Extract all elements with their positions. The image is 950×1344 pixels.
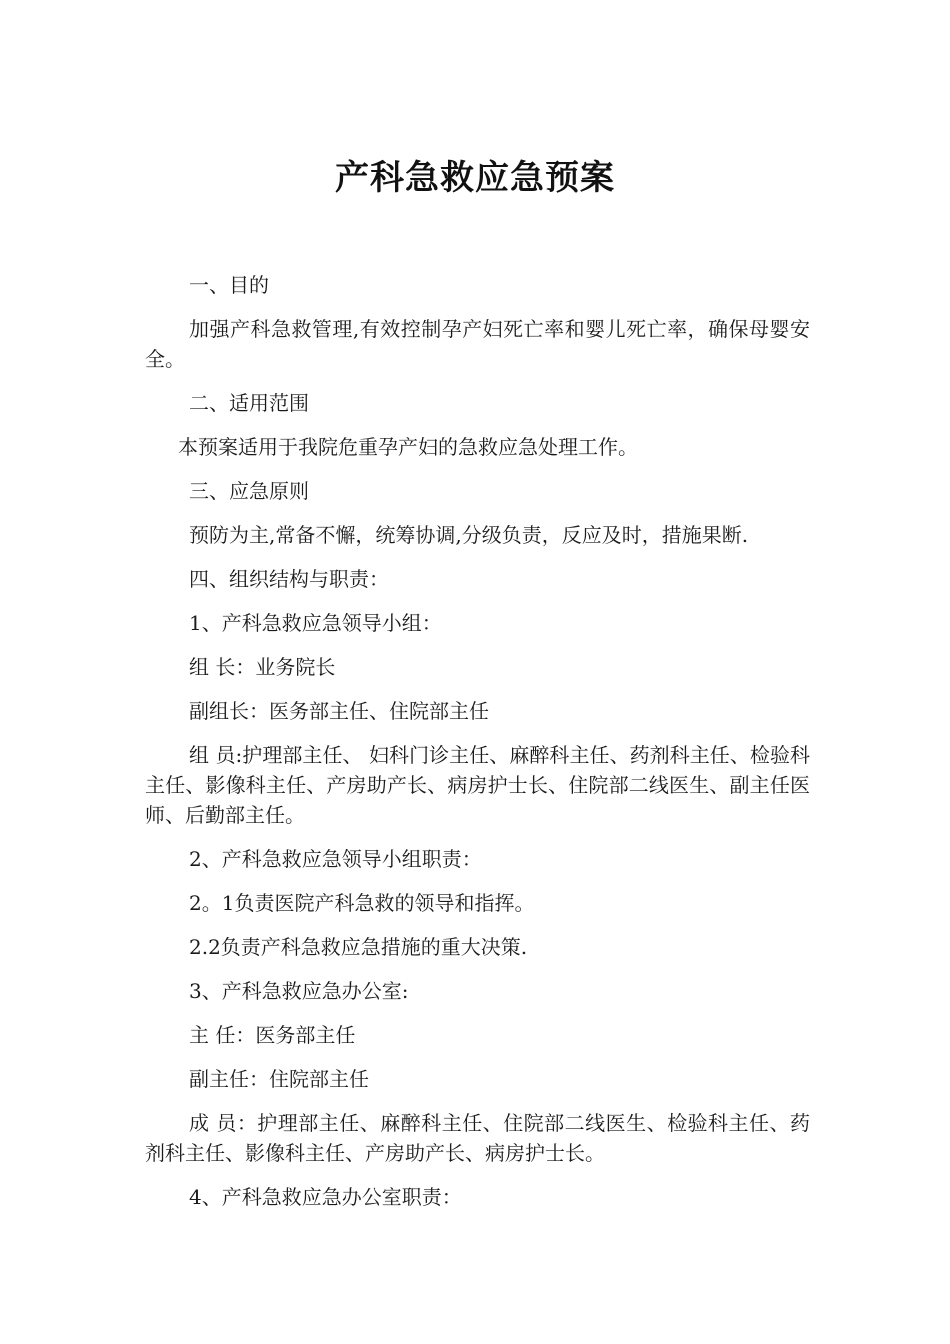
line-duty-2-2: 2.2负责产科急救应急措施的重大决策. [189,935,528,959]
line-duty-2-1: 2。1负责医院产科急救的领导和指挥。 [189,891,535,915]
subheading-office-duties: 4、产科急救应急办公室职责： [189,1185,462,1209]
paragraph-scope: 本预案适用于我院危重孕产妇的急救应急处理工作。 [178,435,638,459]
section-heading-organization: 四、组织结构与职责： [189,567,389,591]
subheading-leadership-group: 1、产科急救应急领导小组： [189,611,442,635]
subheading-emergency-office: 3、产科急救应急办公室: [189,979,409,1003]
paragraph-office-members: 成 员：护理部主任、麻醉科主任、住院部二线医生、检验科主任、药剂科主任、影像科主任、产房助产长、病房护士长。 [145,1111,810,1165]
subheading-leadership-duties: 2、产科急救应急领导小组职责： [189,847,482,871]
line-group-leader: 组 长：业务院长 [189,655,336,679]
document-title: 产科急救应急预案 [335,158,615,198]
section-heading-scope: 二、适用范围 [189,391,309,415]
paragraph-purpose: 加强产科急救管理,有效控制孕产妇死亡率和婴儿死亡率，确保母婴安全。 [145,317,810,371]
section-heading-purpose: 一、目的 [189,273,269,297]
line-deputy-leader: 副组长：医务部主任、住院部主任 [189,699,489,723]
document-body [145,270,810,1226]
line-office-deputy-director: 副主任：住院部主任 [189,1067,369,1091]
paragraph-group-members: 组 员:护理部主任、 妇科门诊主任、麻醉科主任、药剂科主任、检验科主任、影像科主任、产房助产长、病房护士长、住院部二线医生、副主任医师、后勤部主任。 [145,743,810,827]
paragraph-principles: 预防为主,常备不懈，统筹协调,分级负责，反应及时，措施果断. [189,523,749,547]
section-heading-principles: 三、应急原则 [189,479,309,503]
line-office-director: 主 任：医务部主任 [189,1023,356,1047]
